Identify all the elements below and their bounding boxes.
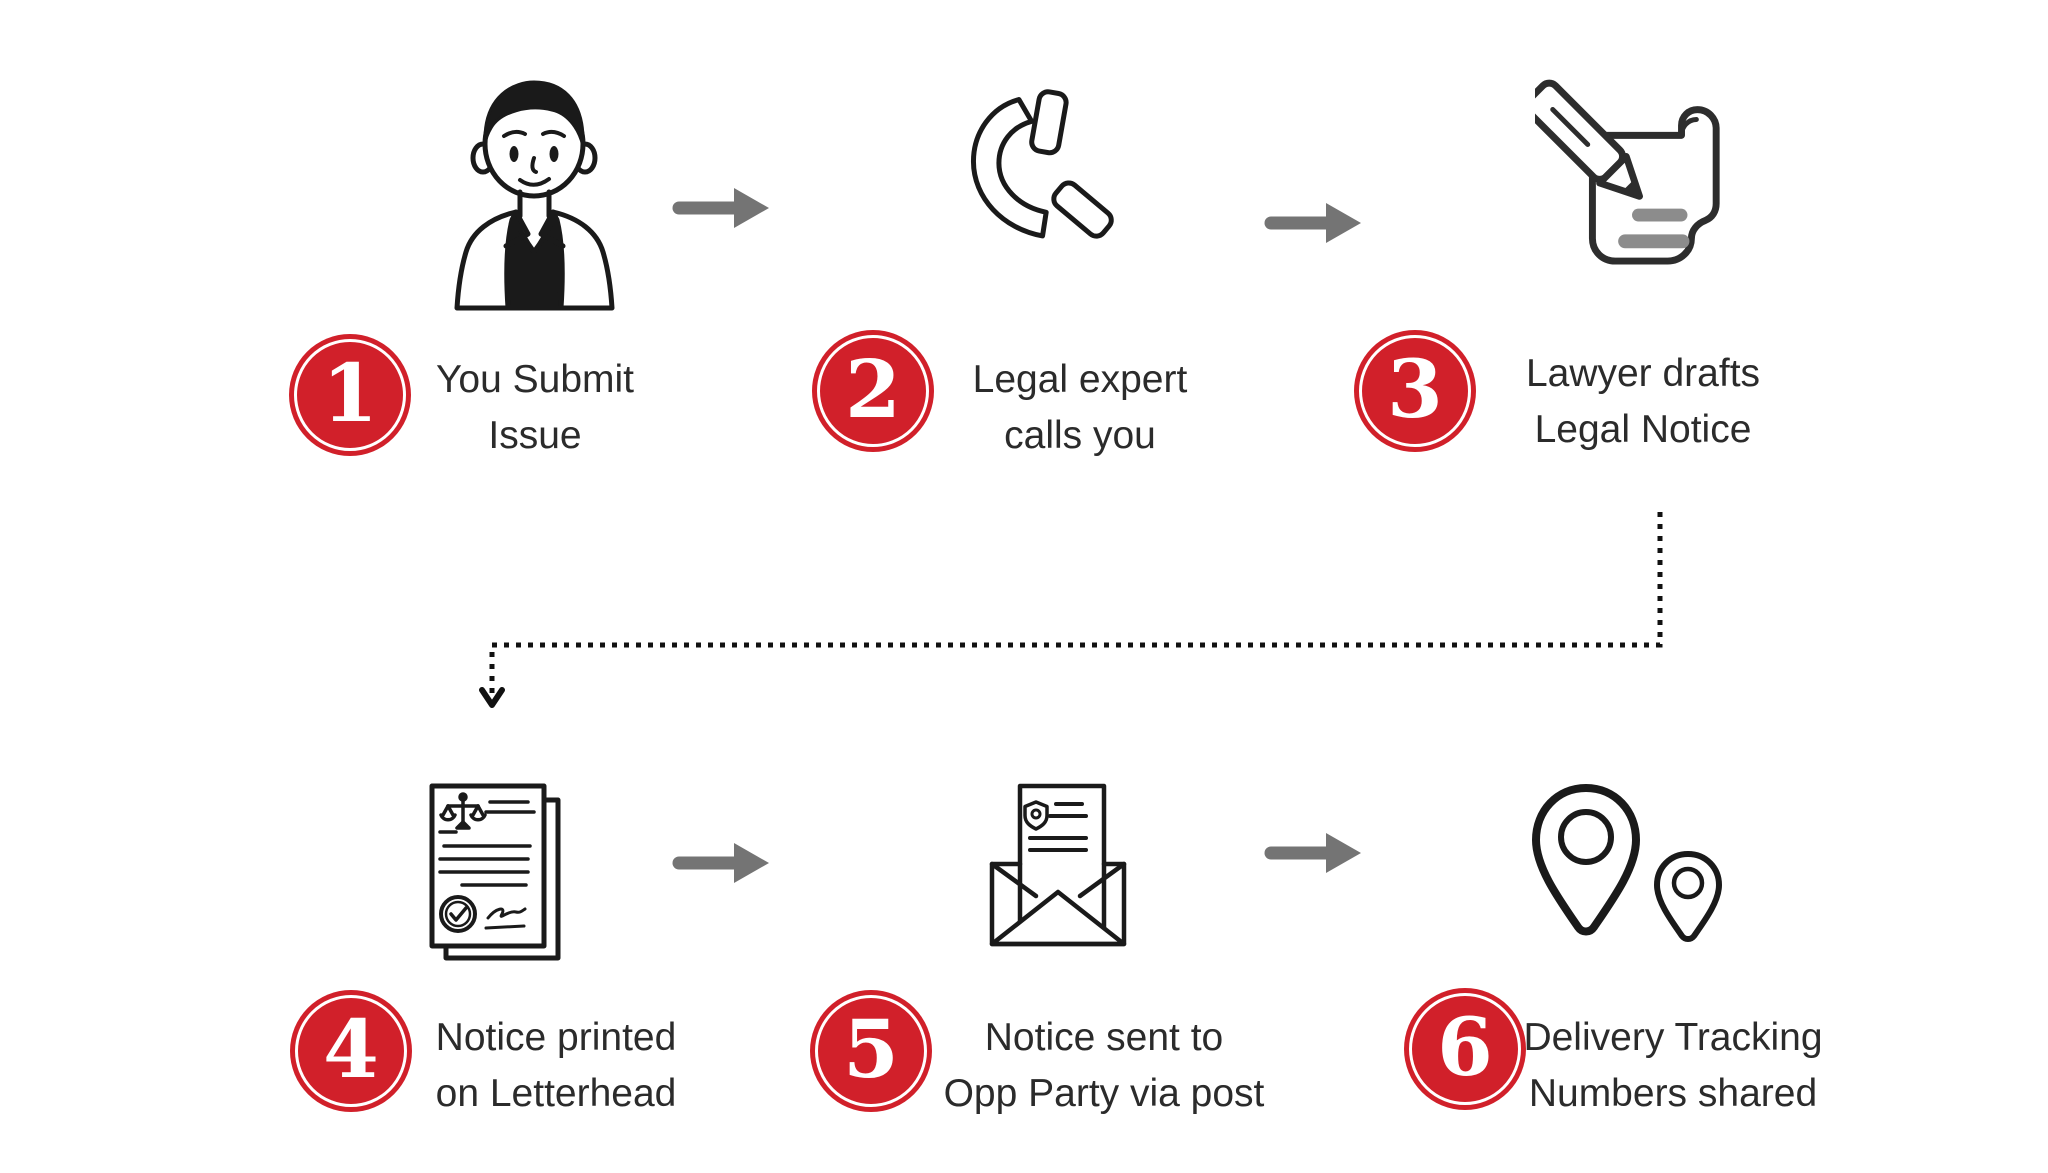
draft-notice-icon [1535, 72, 1733, 270]
step-label-line: Delivery Tracking [1523, 1016, 1823, 1059]
step-label-line: Notice printed [435, 1016, 677, 1059]
person-icon [428, 64, 638, 314]
step-number-badge [812, 330, 934, 452]
step-number: 2 [845, 342, 901, 436]
letterhead-icon [424, 780, 574, 970]
step-number-badge [290, 990, 412, 1112]
arrow-right-icon [1264, 201, 1364, 245]
dotted-connector-arrow [478, 498, 1688, 738]
step-label-line: You Submit [435, 358, 635, 401]
step-label [1498, 1010, 1848, 1122]
step-label [930, 352, 1230, 464]
step-label-line: Lawyer drafts [1525, 352, 1761, 395]
phone-icon [968, 74, 1118, 266]
step-label [1493, 346, 1793, 458]
step-label-line: on Letterhead [435, 1072, 677, 1115]
step-number: 3 [1387, 342, 1443, 436]
tracking-pins-icon [1528, 776, 1733, 954]
step-label-line: Notice sent to [984, 1016, 1224, 1059]
step-label-line: Opp Party via post [943, 1072, 1265, 1115]
step-label-line: Legal Notice [1534, 408, 1752, 451]
step-label [929, 1010, 1279, 1122]
step-label-line: calls you [1004, 414, 1156, 457]
step-number: 1 [322, 346, 378, 440]
step-number: 4 [323, 1002, 379, 1096]
step-number: 6 [1437, 1000, 1493, 1094]
step-number: 5 [843, 1002, 899, 1096]
step-number-badge [810, 990, 932, 1112]
step-label-line: Issue [488, 414, 582, 457]
arrow-right-icon [672, 186, 772, 230]
step-number-badge [1354, 330, 1476, 452]
envelope-icon [978, 780, 1138, 960]
step-label-line: Legal expert [972, 358, 1188, 401]
step-label-line: Numbers shared [1528, 1072, 1818, 1115]
step-label [385, 352, 685, 464]
arrow-right-icon [672, 841, 772, 885]
arrow-right-icon [1264, 831, 1364, 875]
step-label [406, 1010, 706, 1122]
